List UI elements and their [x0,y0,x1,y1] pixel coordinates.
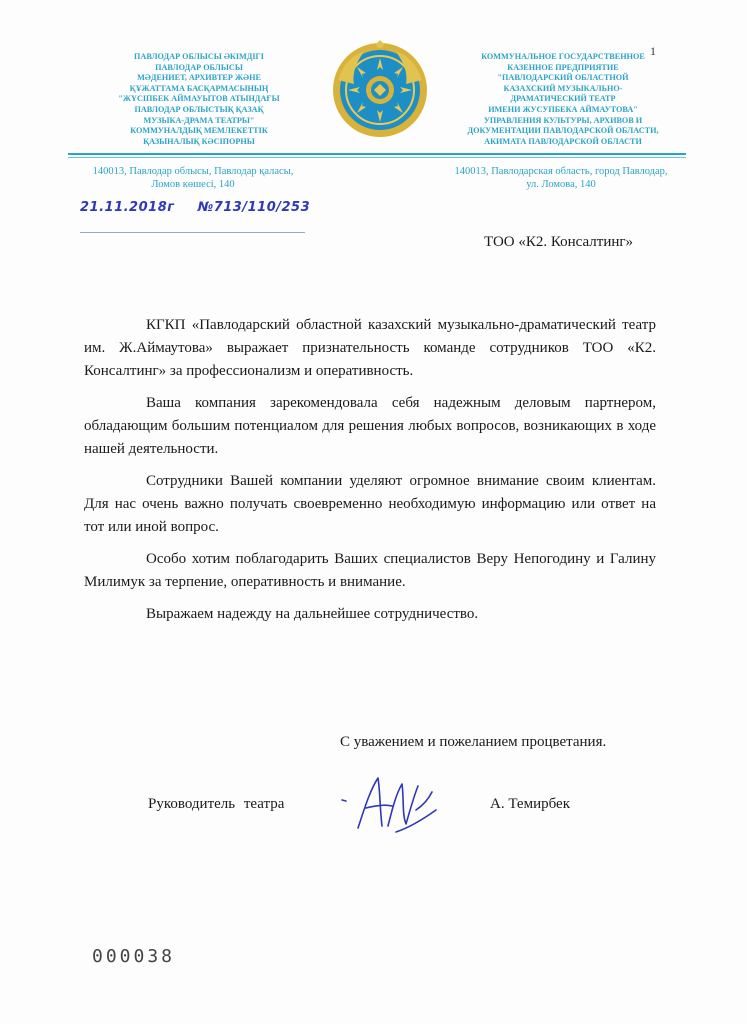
header-line: ИМЕНИ ЖУСУПБЕКА АЙМАУТОВА" [488,104,638,114]
header-line: КАЗЕННОЕ ПРЕДПРИЯТИЕ [507,62,619,72]
closing-line: С уважением и пожеланием процветания. [340,734,607,750]
header-line: "ПАВЛОДАРСКИЙ ОБЛАСТНОЙ [497,73,629,83]
header-divider-thin [68,157,686,158]
address-line: 140013, Павлодар облысы, Павлодар қаласы, [92,166,294,177]
header-line: КОММУНАЛЬНОЕ ГОСУДАРСТВЕННОЕ [481,52,645,61]
header-line: АКИМАТА ПАВЛОДАРСКОЙ ОБЛАСТИ [484,136,642,146]
address-line: ул. Ломова, 140 [526,179,596,190]
address-line: Ломов көшесі, 140 [151,179,235,190]
header-line: МӘДЕНИЕТ, АРХИВТЕР ЖӘНЕ [137,73,261,83]
header-line: ҚАЗЫНАЛЫҚ КӘСІПОРНЫ [143,136,255,146]
header-divider [68,153,686,155]
header-line: ПАВЛОДАР ОБЛЫСТЫҚ ҚАЗАҚ [134,104,264,114]
address-line: 140013, Павлодарская область, город Павлодар, [454,166,668,177]
state-emblem-icon [330,40,430,140]
header-line: ПАВЛОДАР ОБЛЫСЫ [155,62,243,72]
header-line: ДОКУМЕНТАЦИИ ПАВЛОДАРСКОЙ ОБЛАСТИ, [467,126,659,136]
header-line: УПРАВЛЕНИЯ КУЛЬТУРЫ, АРХИВОВ И [483,115,643,125]
header-line: ПАВЛОДАР ОБЛЫСЫ ӘКІМДІГІ [134,52,264,61]
handwritten-signature-icon [336,770,446,840]
header-russian-org-name [448,52,678,147]
registration-number: №713/110/253 [197,200,311,215]
recipient: ТОО «К2. Консалтинг» [484,234,634,250]
body-paragraph: КГКП «Павлодарский областной казахский музыкально-драматический театр им. Ж.Аймаутова» выражает признательность команде сотрудников ТОО «К2. Консалтинг» за профессионализм и оперативность. [84,317,656,379]
registration-stamp [80,200,315,215]
header-line: КОММУНАЛДЫҚ МЕМЛЕКЕТТІК [130,126,268,136]
signatory-title: Руководитель театра [148,796,285,812]
header-line: "ЖҮСІПБЕК АЙМАУЫТОВ АТЫНДАҒЫ [118,94,280,104]
header-line: МУЗЫКА-ДРАМА ТЕАТРЫ" [143,115,255,125]
page-number: 1 [650,44,656,58]
header-line: КАЗАХСКИЙ МУЗЫКАЛЬНО- [503,83,623,93]
body-paragraph: Выражаем надежду на дальнейшее сотрудничество. [146,606,479,622]
header-line: ДРАМАТИЧЕСКИЙ ТЕАТР [510,94,616,104]
address-russian [446,165,676,191]
letter-body [84,314,656,635]
registration-underline [80,232,305,233]
body-paragraph: Ваша компания зарекомендовала себя надежным деловым партнером, обладающим большим потенциалом для решения любых вопросов, возникающих в ходе нашей деятельности. [84,395,656,457]
body-paragraph: Особо хотим поблагодарить Ваших специалистов Веру Непогодину и Галину Милимук за терпение, оперативность и внимание. [84,551,656,590]
document-serial-number: 000038 [92,946,176,967]
header-line: ҚҰЖАТТАМА БАСҚАРМАСЫНЫҢ [129,83,269,93]
address-kazakh [78,165,308,191]
registration-date: 21.11.2018г [80,200,175,215]
header-kazakh-org-name [84,52,314,147]
body-paragraph: Сотрудники Вашей компании уделяют огромное внимание своим клиентам. Для нас очень важно получать своевременно необходимую информацию или ответ на тот или иной вопрос. [84,473,656,535]
signatory-name: А. Темирбек [490,796,570,812]
